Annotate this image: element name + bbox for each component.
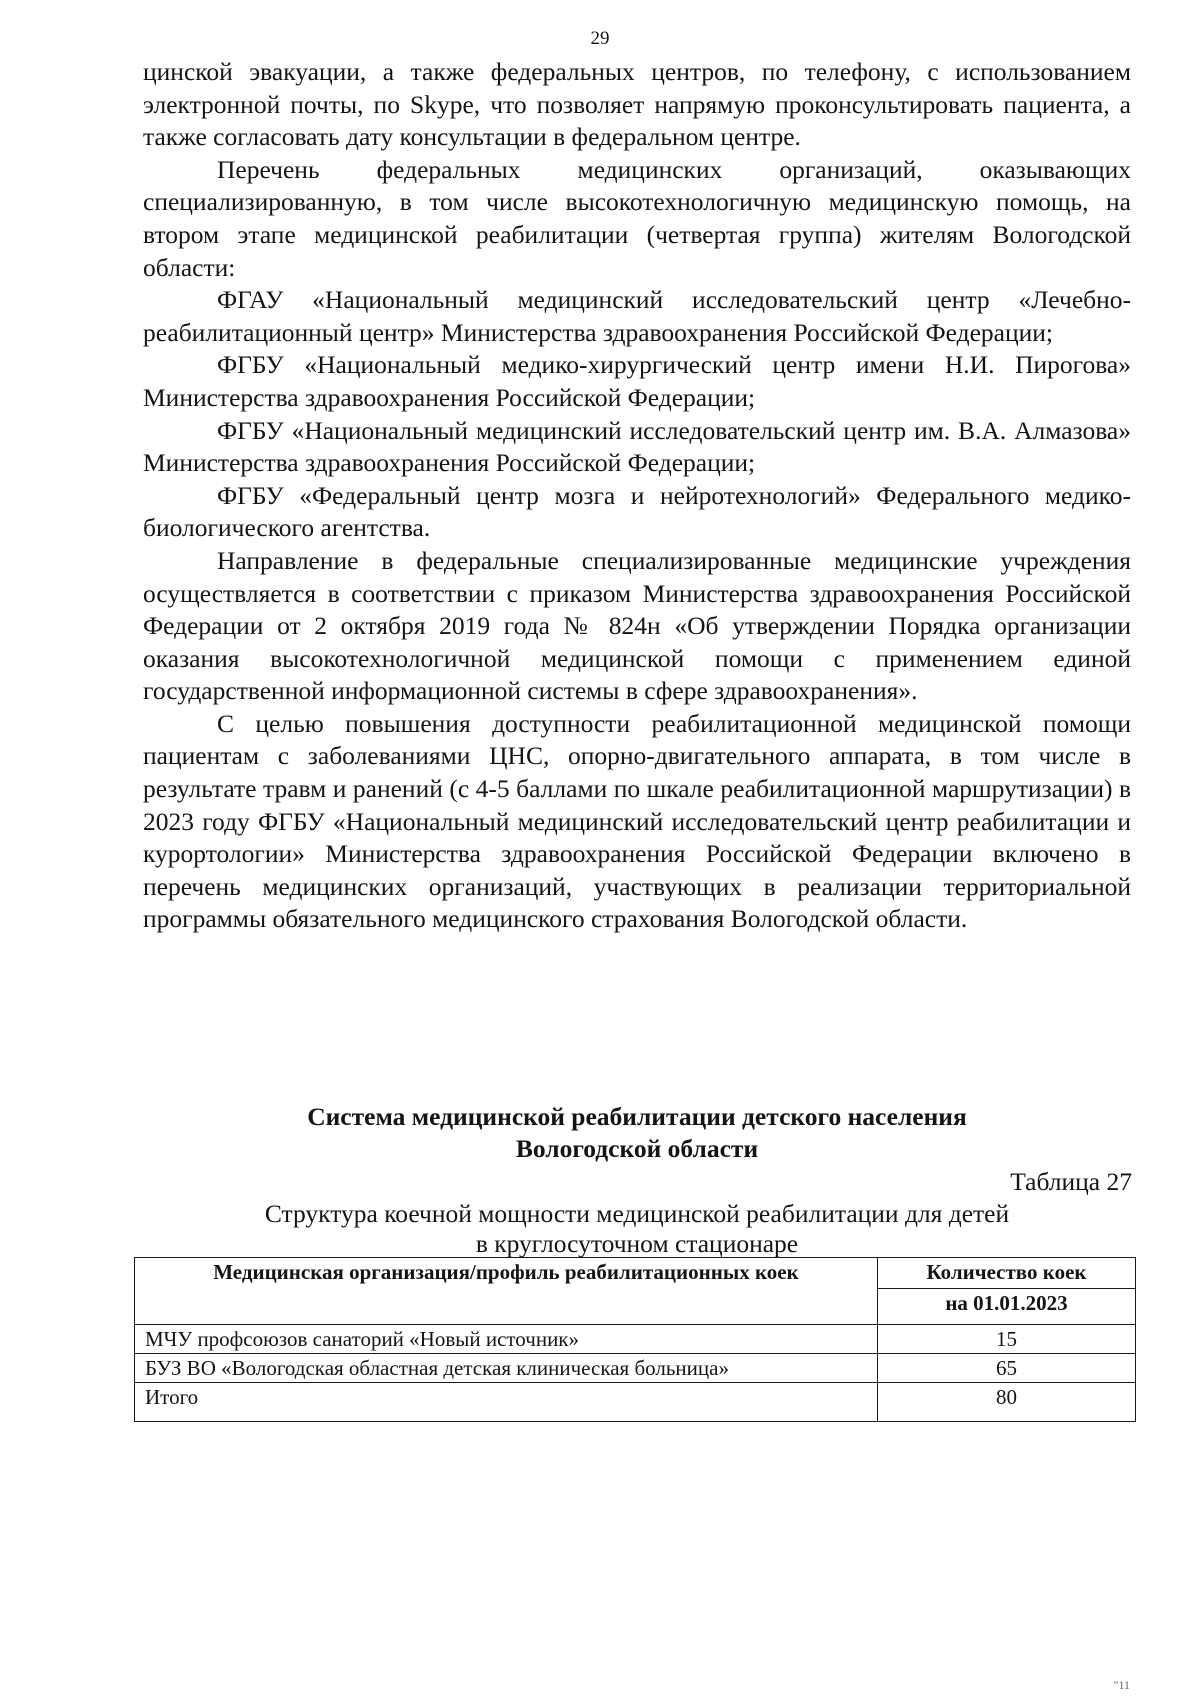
table-caption	[143, 1199, 1131, 1259]
scan-mark: "11	[1113, 1678, 1130, 1692]
header-organization: Медицинская организация/профиль реабилитационных коек	[135, 1258, 878, 1325]
header-date: на 01.01.2023	[878, 1289, 1136, 1325]
section-title-line-2: Вологодской области	[515, 1134, 759, 1163]
bed-count-cell: 80	[878, 1383, 1136, 1422]
paragraph: ФГБУ «Национальный медико-хирургический центр имени Н.И. Пирогова» Министерства здравоохранения Российской Федерации;	[143, 350, 1131, 412]
bed-count-cell: 15	[878, 1325, 1136, 1354]
table-caption-line-2: в круглосуточном стационаре	[475, 1229, 799, 1258]
organization-cell: Итого	[135, 1383, 878, 1422]
organization-cell: БУЗ ВО «Вологодская областная детская клиническая больница»	[135, 1354, 878, 1383]
table-label: Таблица 27	[1010, 1167, 1132, 1196]
table-caption-line-1: Структура коечной мощности медицинской реабилитации для детей	[264, 1199, 1010, 1228]
paragraph: ФГАУ «Национальный медицинский исследовательский центр «Лечебно-реабилитационный центр» Министерства здравоохранения Российской Федерации;	[143, 285, 1131, 347]
table-header-row	[135, 1258, 1136, 1289]
table-row	[135, 1325, 1136, 1354]
paragraph: ФГБУ «Федеральный центр мозга и нейротехнологий» Федерального медико-биологического агентства.	[143, 480, 1131, 543]
page-number: 29	[590, 28, 610, 49]
paragraph: ФГБУ «Национальный медицинский исследовательский центр им. В.А. Алмазова» Министерства здравоохранения Российской Федерации;	[143, 415, 1131, 478]
paragraph: Перечень федеральных медицинских организаций, оказывающих специализированную, в том числе высокотехнологичную медицинскую помощь, на втором этапе медицинской реабилитации (четвертая группа) жителям Вологодской области:	[143, 154, 1131, 282]
organization-cell: МЧУ профсоюзов санаторий «Новый источник»	[135, 1325, 878, 1354]
body-text	[143, 56, 1131, 936]
section-title	[143, 1101, 1131, 1165]
paragraph: цинской эвакуации, а также федеральных центров, по телефону, с использованием электронной почты, по Skype, что позволяет напрямую проконсультировать пациента, а также согласовать дату консультации в федеральном центре.	[143, 57, 1131, 152]
header-bed-count: Количество коек	[878, 1258, 1136, 1289]
bed-count-cell: 65	[878, 1354, 1136, 1383]
bed-capacity-table	[134, 1257, 1136, 1422]
table-row-total	[135, 1383, 1136, 1422]
section-title-line-1: Система медицинской реабилитации детского населения	[307, 1102, 967, 1131]
paragraph: Направление в федеральные специализированные медицинские учреждения осуществляется в соответствии с приказом Министерства здравоохранения Российской Федерации от 2 октября 2019 года № 824н «Об утверждении Порядка организации оказания высокотехнологичной медицинской помощи с применением единой государственной информационной системы в сфере здравоохранения».	[143, 545, 1131, 706]
table-row	[135, 1354, 1136, 1383]
paragraph: С целью повышения доступности реабилитационной медицинской помощи пациентам с заболеваниями ЦНС, опорно-двигательного аппарата, в том числе в результате травм и ранений (с 4-5 баллами по шкале реабилитационной маршрутизации) в 2023 году ФГБУ «Национальный медицинский исследовательский центр реабилитации и курортологии» Министерства здравоохранения Российской Федерации включено в перечень медицинских организаций, участвующих в реализации территориальной программы обязательного медицинского страхования Вологодской области.	[143, 708, 1131, 934]
